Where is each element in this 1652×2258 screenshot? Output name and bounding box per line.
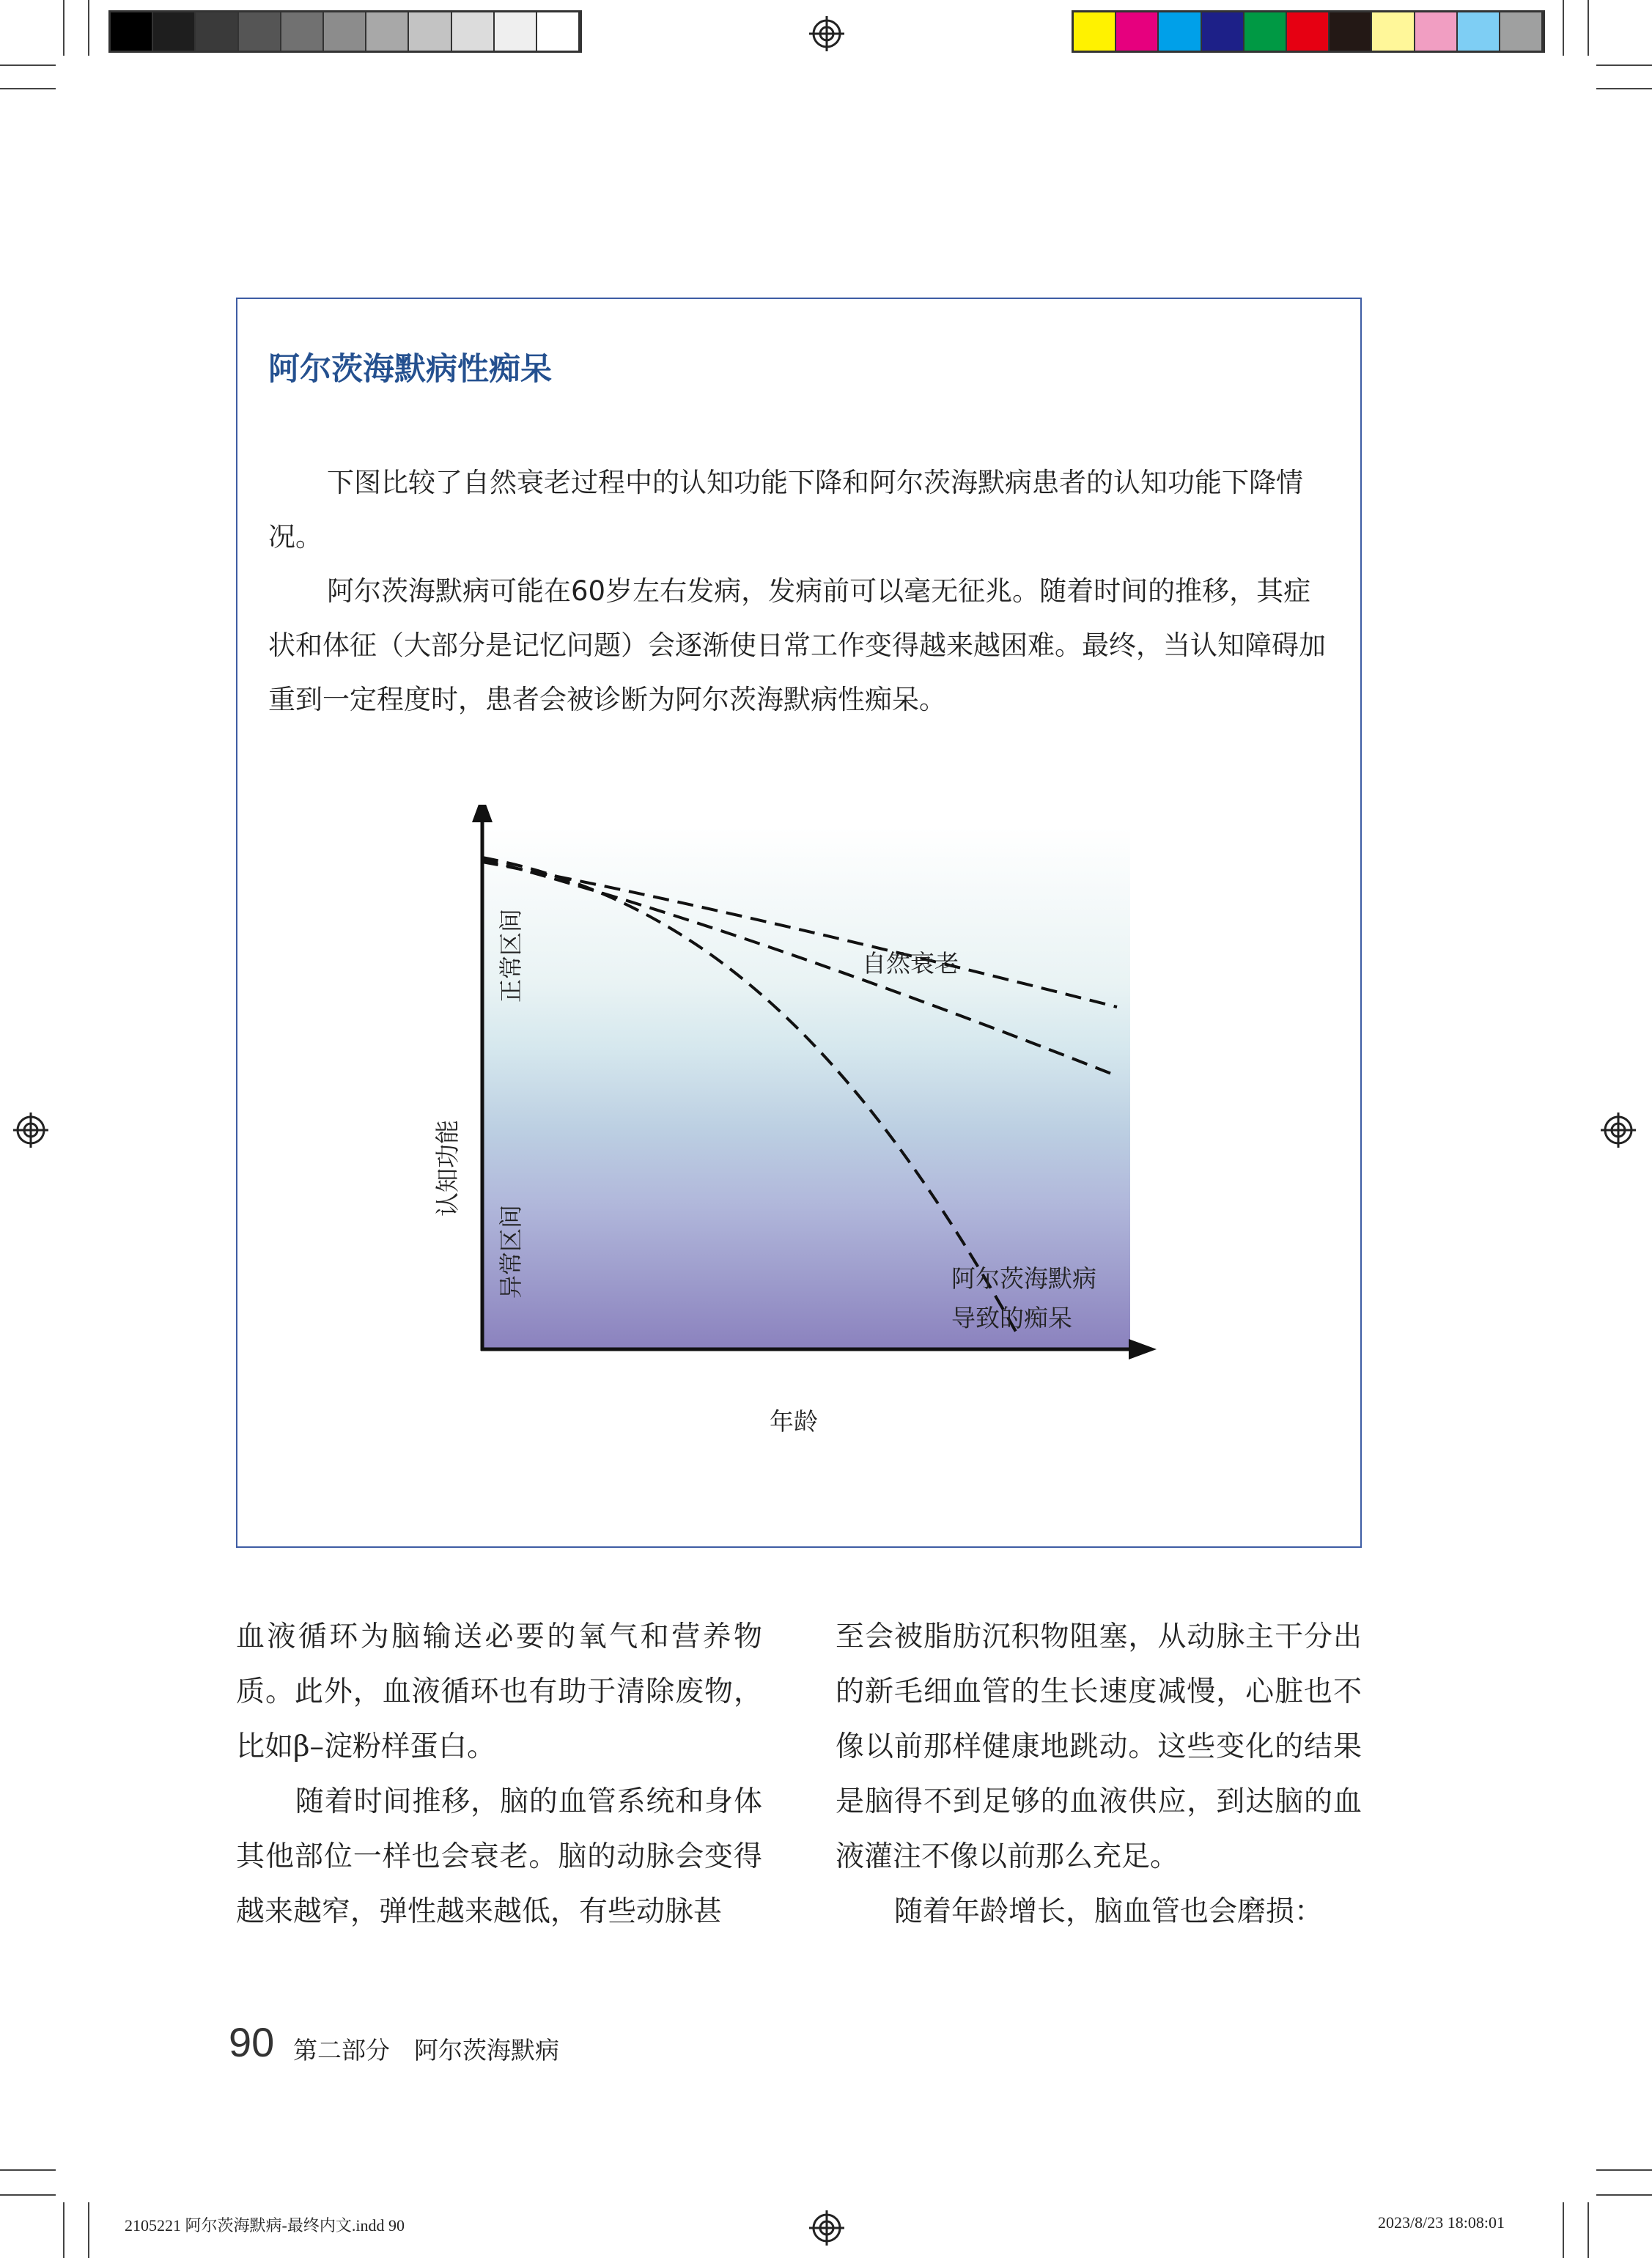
crop-mark bbox=[1596, 88, 1652, 89]
color-bar bbox=[1072, 10, 1545, 53]
registration-mark-icon bbox=[809, 16, 844, 51]
crop-mark bbox=[1596, 2169, 1652, 2171]
color-swatch bbox=[495, 12, 537, 51]
annotation-alzheimers-line2: 导致的痴呆 bbox=[951, 1304, 1072, 1332]
body-column-left bbox=[236, 1609, 762, 1939]
sidebar-title: 阿尔茨海默病性痴呆 bbox=[268, 351, 552, 388]
gray-color-bar bbox=[108, 10, 582, 53]
color-swatch bbox=[281, 12, 324, 51]
crop-mark bbox=[1563, 2202, 1564, 2258]
body-paragraph: 随着年龄增长，脑血管也会磨损： bbox=[894, 1895, 1324, 1928]
crop-mark bbox=[1588, 0, 1589, 56]
crop-mark bbox=[0, 2169, 56, 2171]
crop-mark bbox=[63, 2202, 64, 2258]
sidebar-paragraph: 阿尔茨海默病可能在60岁左右发病，发病前可以毫无征兆。随着时间的推移，其症状和体征（大部分是记忆问题）会逐渐使日常工作变得越来越困难。最终，当认知障碍加重到一定程度时，患者会被诊断为阿尔茨海默病性痴呆。 bbox=[268, 575, 1326, 715]
slug-timestamp: 2023/8/23 18:08:01 bbox=[1378, 2213, 1505, 2232]
registration-mark-icon bbox=[13, 1113, 48, 1148]
color-swatch bbox=[1330, 12, 1372, 51]
color-swatch bbox=[409, 12, 451, 51]
page-number: 90 bbox=[229, 2019, 275, 2065]
color-swatch bbox=[196, 12, 238, 51]
annotation-alzheimers-line1: 阿尔茨海默病 bbox=[951, 1264, 1096, 1293]
crop-mark bbox=[63, 0, 64, 56]
y-axis-label: 认知功能 bbox=[433, 1120, 462, 1217]
x-axis-label: 年龄 bbox=[770, 1407, 818, 1436]
color-swatch bbox=[537, 12, 580, 51]
sidebar-paragraph: 下图比较了自然衰老过程中的认知功能下降和阿尔茨海默病患者的认知功能下降情况。 bbox=[268, 467, 1303, 553]
color-swatch bbox=[1287, 12, 1330, 51]
color-swatch bbox=[1415, 12, 1458, 51]
color-swatch bbox=[452, 12, 495, 51]
color-swatch bbox=[1074, 12, 1116, 51]
color-swatch bbox=[1116, 12, 1159, 51]
registration-mark-icon bbox=[1601, 1113, 1636, 1148]
body-column-right bbox=[836, 1609, 1362, 1939]
color-swatch bbox=[324, 12, 366, 51]
body-paragraph: 血液循环为脑输送必要的氧气和营养物质。此外，血液循环也有助于清除废物，比如β–淀粉样蛋白。 bbox=[236, 1620, 762, 1763]
cognition-chart bbox=[384, 805, 1264, 1538]
color-swatch bbox=[239, 12, 281, 51]
color-swatch bbox=[1159, 12, 1201, 51]
crop-mark bbox=[88, 2202, 89, 2258]
crop-mark bbox=[0, 64, 56, 66]
color-swatch bbox=[153, 12, 196, 51]
crop-mark bbox=[0, 2194, 56, 2196]
section-title: 第二部分 阿尔茨海默病 bbox=[293, 2036, 559, 2065]
y-axis-arrow-icon bbox=[472, 805, 493, 822]
zone-label-normal: 正常区间 bbox=[497, 908, 525, 1003]
crop-mark bbox=[1588, 2202, 1589, 2258]
crop-mark bbox=[0, 88, 56, 89]
color-swatch bbox=[366, 12, 409, 51]
sidebar-box bbox=[236, 298, 1362, 1548]
zone-label-abnormal: 异常区间 bbox=[497, 1204, 525, 1299]
crop-mark bbox=[88, 0, 89, 56]
color-swatch bbox=[111, 12, 153, 51]
color-swatch bbox=[1458, 12, 1500, 51]
crop-mark bbox=[1596, 2194, 1652, 2196]
color-swatch bbox=[1372, 12, 1415, 51]
body-paragraph: 至会被脂肪沉积物阻塞，从动脉主干分出的新毛细血管的生长速度减慢，心脏也不像以前那样健康地跳动。这些变化的结果是脑得不到足够的血液供应，到达脑的血液灌注不像以前那么充足。 bbox=[836, 1620, 1362, 1873]
slug-file: 2105221 阿尔茨海默病-最终内文.indd 90 bbox=[125, 2216, 405, 2235]
registration-mark-icon bbox=[809, 2210, 844, 2246]
color-swatch bbox=[1202, 12, 1244, 51]
crop-mark bbox=[1596, 64, 1652, 66]
color-swatch bbox=[1244, 12, 1287, 51]
crop-mark bbox=[1563, 0, 1564, 56]
color-swatch bbox=[1500, 12, 1543, 51]
x-axis-arrow-icon bbox=[1129, 1339, 1157, 1359]
annotation-natural-aging: 自然衰老 bbox=[862, 949, 959, 978]
body-paragraph: 随着时间推移，脑的血管系统和身体其他部位一样也会衰老。脑的动脉会变得越来越窄，弹性越来越低，有些动脉甚 bbox=[236, 1785, 762, 1928]
